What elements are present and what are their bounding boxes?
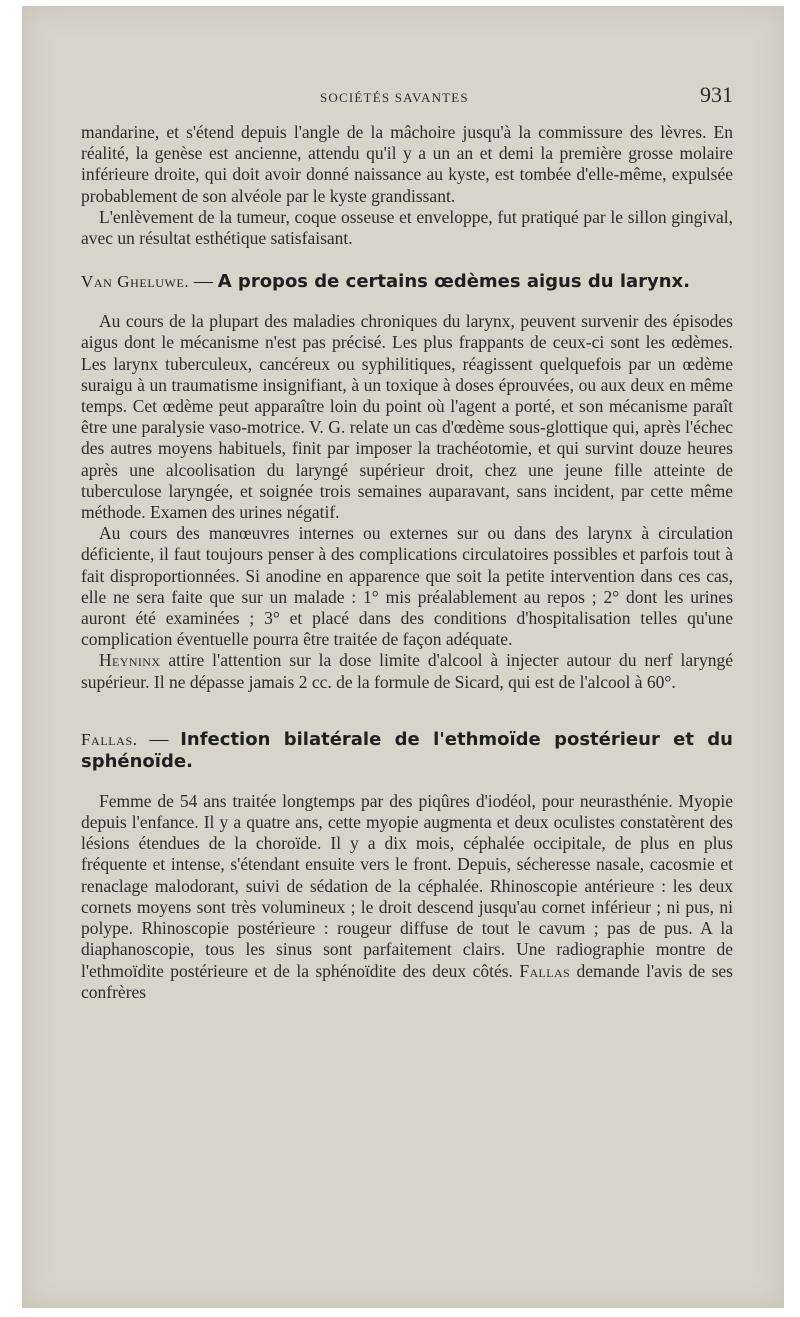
- page-number: 931: [700, 82, 733, 107]
- section-spacer: [81, 693, 733, 707]
- paragraph-continued: mandarine, et s'étend depuis l'angle de la mâchoire jusqu'à la commissure des lèvres. En réalité, la genèse est ancienne, attendu qu'il y a un an et demi la première grosse molaire inférieure droite, qui doit avoir donné naissance au kyste, est tombée d'elle-même, expulsée probablement de son alvéole par le kyste grandissant.: [81, 122, 733, 206]
- paragraph-case-report: [81, 791, 733, 1003]
- heading-author: Van Gheluwe.: [81, 272, 190, 292]
- section-heading-ethmoid: [81, 729, 733, 773]
- heading-dash: —: [189, 271, 218, 293]
- heading-title: Infection bilatérale de l'ethmoïde postérieur et du sphénoïde.: [81, 728, 733, 772]
- paragraph-heyninx: [81, 650, 733, 692]
- running-title: SOCIÉTÉS SAVANTES: [320, 90, 469, 105]
- section-heading-larynx: [81, 271, 733, 293]
- paragraph-oedema: Au cours de la plupart des maladies chroniques du larynx, peuvent survenir des épisodes aigus dont le mécanisme n'est pas précisé. Les plus frappants de ceux-ci sont les œdèmes. Les larynx tuberculeux, cancéreux ou syphilitiques, réagissent quelquefois par un œdème suraigu à un traumatisme insignifiant, à un toxique à doses éprouvées, ou aux deux en même temps. Cet œdème peut apparaître loin du point où l'agent a porté, et son mécanisme paraît être une paralysie vaso-motrice. V. G. relate un cas d'œdème sous-glottique qui, après l'échec des autres moyens habituels, finit par imposer la trachéotomie, et qui survint douze heures après une alcoolisation du laryngé supérieur droit, chez une jeune fille atteinte de tuberculose laryngée, et soignée trois semaines auparavant, sans incident, par cette même méthode. Examen des urines négatif.: [81, 311, 733, 523]
- speaker-name: Heyninx: [99, 650, 161, 671]
- speaker-name: Fallas: [519, 960, 571, 981]
- paragraph-removal: L'enlèvement de la tumeur, coque osseuse et enveloppe, fut pratiqué par le sillon gingival, avec un résultat esthétique satisfaisant.: [81, 206, 733, 249]
- heading-dash: —: [137, 728, 181, 750]
- page-body: [81, 122, 733, 1003]
- paragraph-manoeuvres: Au cours des manœuvres internes ou externes sur ou dans des larynx à circulation déficiente, il faut toujours penser à des complications circulatoires possibles et parfois tout à fait disproportionnées. Si anodine en apparence que soit la petite intervention dans ces cas, elle ne sera faite que sur un malade : 1° mis préalablement au repos ; 2° dont les urines auront été examinées ; 3° et placé dans des conditions d'hospitalisation telles qu'une complication éventuelle pourra être traitée de façon adéquate.: [81, 523, 733, 650]
- heading-title: A propos de certains œdèmes aigus du larynx.: [217, 271, 691, 293]
- heading-author: Fallas.: [81, 729, 138, 749]
- case-report-text: Femme de 54 ans traitée longtemps par des piqûres d'iodéol, pour neurasthénie. Myopie depuis l'enfance. Il y a quatre ans, cette myopie augmenta et deux oculistes constatèrent des lésions étendues de la choroïde. Il y a dix mois, céphalée occipitale, de plus en plus fréquente et intense, s'étendant ensuite vers le front. Depuis, sécheresse nasale, cacosmie et renaclage malodorant, suivi de sédation de la céphalée. Rhinoscopie antérieure : les deux cornets moyens sont très volumineux ; le droit descend jusqu'au cornet inférieur ; ni pus, ni polype. Rhinoscopie postérieure : rougeur diffuse de tout le cavum ; pas de pus. A la diaphanoscopie, tous les sinus sont parfaitement clairs. Une radiographie montre de l'ethmoïdite postérieure et de la sphénoïdite des deux côtés.: [81, 790, 733, 981]
- case-report-text-end: demande l'avis de ses confrères: [81, 960, 733, 1002]
- paragraph-heyninx-text: attire l'attention sur la dose limite d'alcool à injecter autour du nerf laryngé supérieur. Il ne dépasse jamais 2 cc. de la formule de Sicard, qui est de l'alcool à 60°.: [81, 650, 733, 692]
